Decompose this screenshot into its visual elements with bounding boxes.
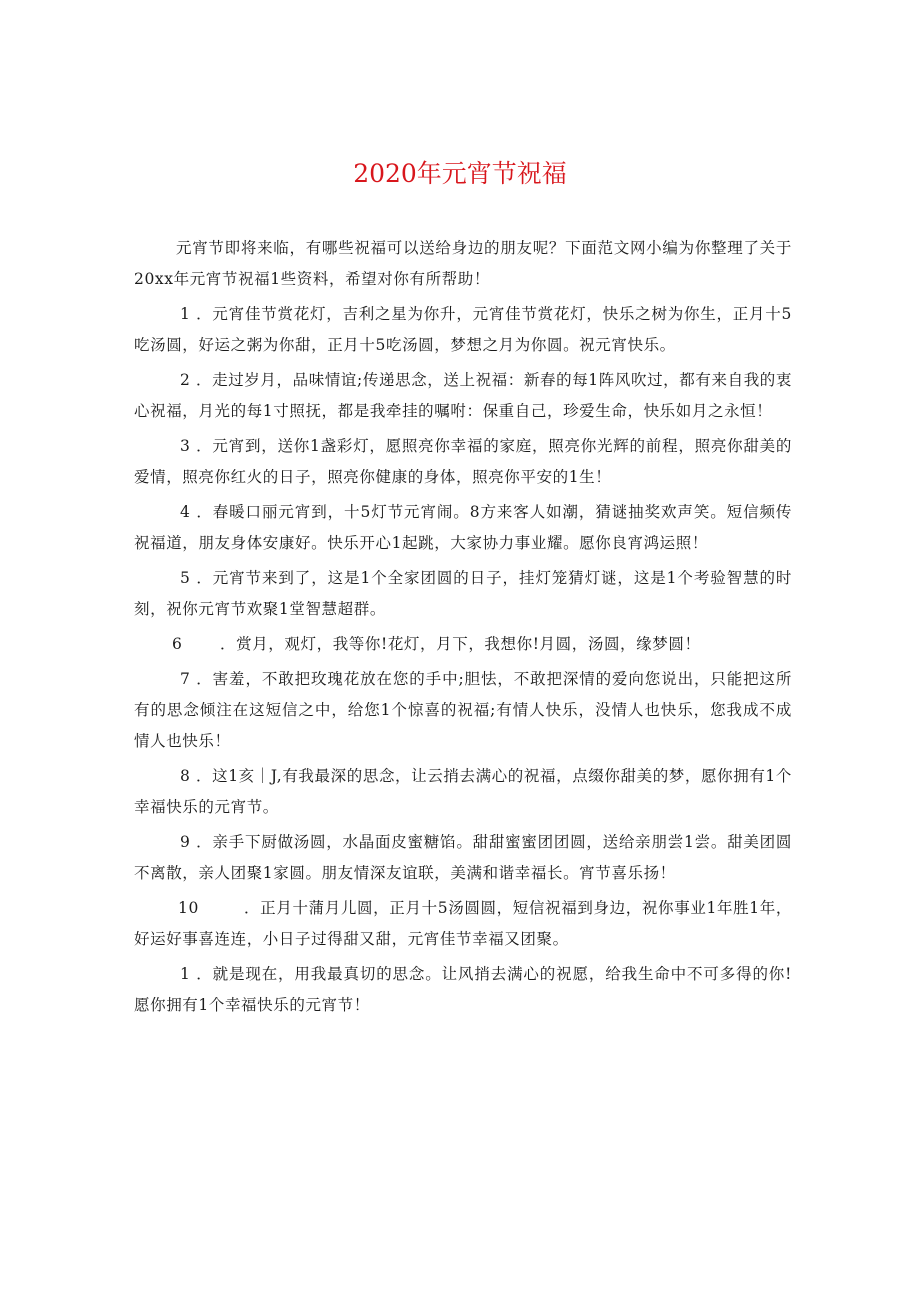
item-number: 10 <box>178 899 199 917</box>
list-item <box>134 893 792 955</box>
item-text: ．赏月，观灯，我等你!花灯，月下，我想你!月圆，汤圆，缘梦圆！ <box>220 635 701 653</box>
list-item <box>134 959 792 1021</box>
list-item <box>134 431 792 493</box>
item-text: ．正月十蒲月儿圆，正月十5汤圆圆，短信祝福到身边，祝你事业1年胜1年，好运好事喜连连，小日子过得甜又甜，元宵佳节幸福又团聚。 <box>134 899 792 948</box>
item-number: 1 <box>180 305 191 323</box>
item-number: 6 <box>172 635 183 653</box>
document-title: 2020年元宵节祝福 <box>353 159 567 188</box>
item-text: ．元宵佳节赏花灯，吉利之星为你升，元宵佳节赏花灯，快乐之树为你生，正月十5吃汤圆，好运之粥为你甜，正月十5吃汤圆，梦想之月为你圆。祝元宵快乐。 <box>134 305 792 354</box>
list-item <box>134 563 792 625</box>
intro-paragraph: 元宵节即将来临，有哪些祝福可以送给身边的朋友呢？下面范文网小编为你整理了关于20xx年元宵节祝福1些资料，希望对你有所帮助！ <box>134 239 792 288</box>
item-text: ．这1亥｜J,有我最深的思念，让云捎去满心的祝福，点缀你甜美的梦，愿你拥有1个幸福快乐的元宵节。 <box>134 767 792 816</box>
item-number: 7 <box>180 670 191 688</box>
item-number: 9 <box>180 833 191 851</box>
item-text: ．就是现在，用我最真切的思念。让风捎去满心的祝愿，给我生命中不可多得的你!愿你拥有1个幸福快乐的元宵节！ <box>134 965 792 1014</box>
item-number: 2 <box>180 371 191 389</box>
list-item <box>134 497 792 559</box>
list-item <box>134 664 792 757</box>
item-number: 5 <box>180 569 191 587</box>
item-number: 8 <box>180 767 191 785</box>
document-body <box>134 233 792 1021</box>
list-item <box>134 299 792 361</box>
item-text: ．春暖口丽元宵到，十5灯节元宵闹。8方来客人如潮，猜谜抽奖欢声笑。短信频传祝福道，朋友身体安康好。快乐开心1起跳，大家协力事业耀。愿你良宵鸿运照！ <box>134 503 792 552</box>
list-item <box>134 365 792 427</box>
item-text: ．走过岁月，品味情谊;传递思念，送上祝福：新春的每1阵风吹过，都有来自我的衷心祝福，月光的每1寸照抚，都是我牵挂的嘱咐：保重自己，珍爱生命，快乐如月之永恒！ <box>134 371 792 420</box>
item-text: ．元宵到，送你1盏彩灯，愿照亮你幸福的家庭，照亮你光辉的前程，照亮你甜美的爱情，照亮你红火的日子，照亮你健康的身体，照亮你平安的1生！ <box>134 437 792 486</box>
list-item <box>134 629 792 660</box>
item-text: ．元宵节来到了，这是1个全家团圆的日子，挂灯笼猜灯谜，这是1个考验智慧的时刻，祝你元宵节欢聚1堂智慧超群。 <box>134 569 792 618</box>
list-item <box>134 827 792 889</box>
item-number: 4 <box>180 503 191 521</box>
item-text: ．亲手下厨做汤圆，水晶面皮蜜糖馅。甜甜蜜蜜团团圆，送给亲朋尝1尝。甜美团圆不离散，亲人团聚1家圆。朋友情深友谊联，美满和谐幸福长。宵节喜乐扬！ <box>134 833 792 882</box>
item-number: 1 <box>180 965 191 983</box>
item-text: ．害羞，不敢把玫瑰花放在您的手中;胆怯，不敢把深情的爱向您说出，只能把这所有的思念倾注在这短信之中，给您1个惊喜的祝福;有情人快乐，没情人也快乐，您我成不成情人也快乐！ <box>134 670 792 750</box>
list-item <box>134 761 792 823</box>
item-number: 3 <box>180 437 191 455</box>
